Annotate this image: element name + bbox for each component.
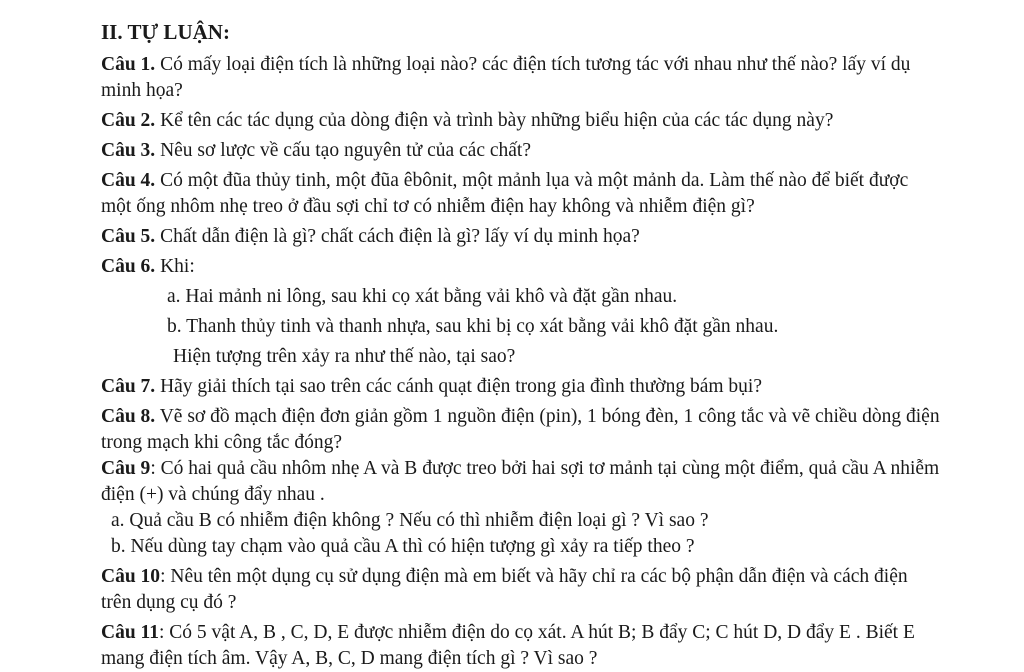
- question-3: [101, 138, 941, 164]
- question-text: Có một đũa thủy tinh, một đũa êbônit, một mảnh lụa và một mảnh da. Làm thế nào để biết được một ống nhôm nhẹ treo ở đầu sợi chỉ tơ có nhiễm điện hay không và nhiễm điện gì?: [101, 170, 909, 217]
- question-text: Hãy giải thích tại sao trên các cánh quạt điện trong gia đình thường bám bụi?: [160, 376, 762, 397]
- question-label: Câu 2.: [101, 110, 156, 131]
- section-heading: II. TỰ LUẬN:: [101, 20, 230, 44]
- question-label: Câu 10: [101, 566, 161, 587]
- question-10: [101, 564, 941, 616]
- question-6-item-b: b. Thanh thủy tinh và thanh nhựa, sau khi bị cọ xát bằng vải khô đặt gần nhau.: [167, 316, 779, 337]
- question-label: Câu 3.: [101, 140, 156, 161]
- question-label: Câu 7.: [101, 376, 156, 397]
- question-label: Câu 8.: [101, 406, 156, 427]
- question-1: [101, 52, 941, 104]
- question-8: [101, 404, 941, 456]
- question-text: Vẽ sơ đồ mạch điện đơn giản gồm 1 nguồn điện (pin), 1 bóng đèn, 1 công tắc và vẽ chiều dòng điện trong mạch khi công tắc đóng?: [101, 406, 940, 453]
- question-label: Câu 1.: [101, 54, 156, 75]
- question-4: [101, 168, 941, 220]
- question-text: Chất dẫn điện là gì? chất cách điện là gì? lấy ví dụ minh họa?: [160, 226, 640, 247]
- question-text: Có mấy loại điện tích là những loại nào? các điện tích tương tác với nhau như thế nào? lấy ví dụ minh họa?: [101, 54, 911, 101]
- question-7: [101, 374, 941, 400]
- question-text: Nêu sơ lược về cấu tạo nguyên tử của các chất?: [160, 140, 531, 161]
- question-5: [101, 224, 941, 250]
- question-text: : Có hai quả cầu nhôm nhẹ A và B được treo bởi hai sợi tơ mảnh tại cùng một điểm, quả cầu A nhiễm điện (+) và chúng đẩy nhau .: [101, 458, 940, 505]
- question-label: Câu 5.: [101, 226, 156, 247]
- question-text: : Có 5 vật A, B , C, D, E được nhiễm điện do cọ xát. A hút B; B đẩy C; C hút D, D đẩy E . Biết E mang điện tích âm. Vậy A, B, C, D mang điện tích gì ? Vì sao ?: [101, 622, 915, 669]
- question-2: [101, 108, 941, 134]
- question-6-note: Hiện tượng trên xảy ra như thế nào, tại sao?: [173, 346, 516, 367]
- document-page: [101, 18, 941, 672]
- question-9: [101, 456, 941, 508]
- question-9-item-b: b. Nếu dùng tay chạm vào quả cầu A thì có hiện tượng gì xảy ra tiếp theo ?: [111, 536, 695, 557]
- question-9-item-a: a. Quả cầu B có nhiễm điện không ? Nếu có thì nhiễm điện loại gì ? Vì sao ?: [111, 510, 709, 531]
- question-11: [101, 620, 941, 672]
- question-text: : Nêu tên một dụng cụ sử dụng điện mà em biết và hãy chỉ ra các bộ phận dẫn điện và cách điện trên dụng cụ đó ?: [101, 566, 908, 613]
- question-label: Câu 4.: [101, 170, 156, 191]
- question-label: Câu 11: [101, 622, 159, 643]
- question-label: Câu 9: [101, 458, 151, 479]
- question-text: Kể tên các tác dụng của dòng điện và trình bày những biểu hiện của các tác dụng này?: [160, 110, 834, 131]
- question-text: Khi:: [160, 256, 195, 277]
- question-6-item-a: a. Hai mảnh ni lông, sau khi cọ xát bằng vải khô và đặt gần nhau.: [167, 286, 678, 307]
- question-6: [101, 254, 941, 280]
- question-label: Câu 6.: [101, 256, 156, 277]
